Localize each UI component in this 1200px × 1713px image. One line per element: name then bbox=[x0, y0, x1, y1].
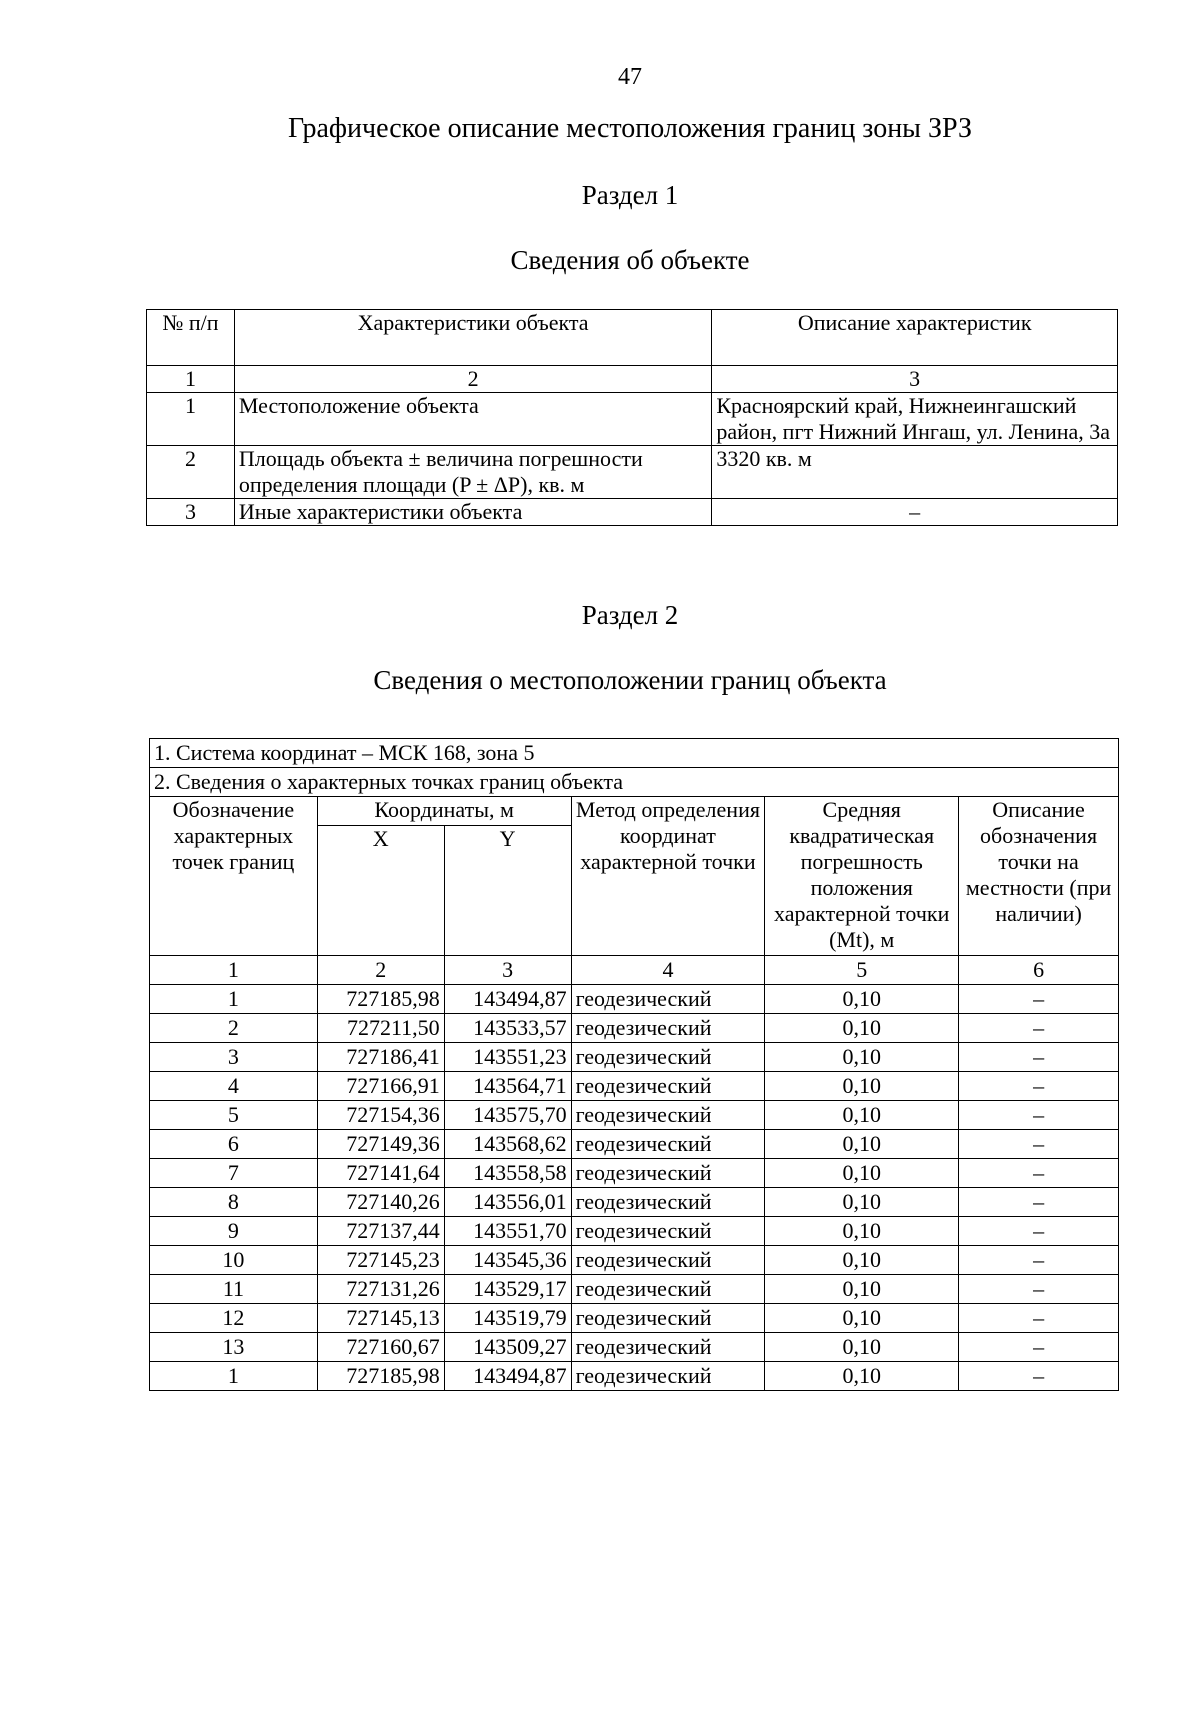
point-description: – bbox=[959, 985, 1119, 1014]
coord-y: 143509,27 bbox=[444, 1333, 571, 1362]
point-description: – bbox=[959, 1043, 1119, 1072]
table-row bbox=[150, 1014, 1119, 1043]
coord-y: 143519,79 bbox=[444, 1304, 571, 1333]
coord-x: 727185,98 bbox=[317, 985, 444, 1014]
mean-error: 0,10 bbox=[765, 1333, 959, 1362]
object-info-table bbox=[146, 309, 1118, 526]
coord-x: 727185,98 bbox=[317, 1362, 444, 1391]
method: геодезический bbox=[571, 1217, 765, 1246]
point-description: – bbox=[959, 1362, 1119, 1391]
point-description: – bbox=[959, 1275, 1119, 1304]
point-designation: 12 bbox=[150, 1304, 318, 1333]
header-y: Y bbox=[444, 826, 571, 956]
mean-error: 0,10 bbox=[765, 1304, 959, 1333]
mean-error: 0,10 bbox=[765, 1188, 959, 1217]
method: геодезический bbox=[571, 985, 765, 1014]
document-title: Графическое описание местоположения границ зоны ЗРЗ bbox=[288, 113, 972, 144]
header-designation: Обозначение характерных точек границ bbox=[150, 797, 318, 956]
header-num: № п/п bbox=[147, 310, 235, 366]
col-number: 6 bbox=[959, 956, 1119, 985]
coord-y: 143545,36 bbox=[444, 1246, 571, 1275]
coord-x: 727145,13 bbox=[317, 1304, 444, 1333]
point-designation: 13 bbox=[150, 1333, 318, 1362]
section1-subheading: Сведения об объекте bbox=[510, 245, 750, 275]
point-description: – bbox=[959, 1246, 1119, 1275]
boundary-points-table bbox=[149, 738, 1119, 1391]
coord-x: 727160,67 bbox=[317, 1333, 444, 1362]
coord-x: 727141,64 bbox=[317, 1159, 444, 1188]
table-row bbox=[150, 1159, 1119, 1188]
method: геодезический bbox=[571, 1362, 765, 1391]
table-row bbox=[150, 1304, 1119, 1333]
column-number-row bbox=[147, 366, 1118, 393]
coord-x: 727154,36 bbox=[317, 1101, 444, 1130]
coord-system: 1. Система координат – МСК 168, зона 5 bbox=[150, 739, 1119, 768]
point-designation: 1 bbox=[150, 1362, 318, 1391]
coord-y: 143568,62 bbox=[444, 1130, 571, 1159]
point-description: – bbox=[959, 1014, 1119, 1043]
row-description: Красноярский край, Нижнеингашский район, пгт Нижний Ингаш, ул. Ленина, 3а bbox=[712, 393, 1118, 446]
mean-error: 0,10 bbox=[765, 1101, 959, 1130]
coord-y: 143529,17 bbox=[444, 1275, 571, 1304]
table-row bbox=[150, 1362, 1119, 1391]
point-description: – bbox=[959, 1217, 1119, 1246]
method: геодезический bbox=[571, 1275, 765, 1304]
row-characteristic: Местоположение объекта bbox=[234, 393, 711, 446]
point-designation: 10 bbox=[150, 1246, 318, 1275]
method: геодезический bbox=[571, 1188, 765, 1217]
mean-error: 0,10 bbox=[765, 1014, 959, 1043]
mean-error: 0,10 bbox=[765, 1362, 959, 1391]
table-row bbox=[150, 1101, 1119, 1130]
mean-error: 0,10 bbox=[765, 1159, 959, 1188]
point-description: – bbox=[959, 1130, 1119, 1159]
table-row bbox=[150, 1275, 1119, 1304]
col-number: 1 bbox=[150, 956, 318, 985]
mean-error: 0,10 bbox=[765, 1275, 959, 1304]
point-designation: 11 bbox=[150, 1275, 318, 1304]
col-number: 1 bbox=[147, 366, 235, 393]
points-body bbox=[150, 985, 1119, 1391]
coord-y: 143558,58 bbox=[444, 1159, 571, 1188]
table-row bbox=[150, 1130, 1119, 1159]
mean-error: 0,10 bbox=[765, 1130, 959, 1159]
method: геодезический bbox=[571, 1014, 765, 1043]
coord-x: 727166,91 bbox=[317, 1072, 444, 1101]
col-number: 2 bbox=[317, 956, 444, 985]
coord-x: 727211,50 bbox=[317, 1014, 444, 1043]
table-row bbox=[150, 1217, 1119, 1246]
page-number: 47 bbox=[618, 64, 642, 90]
table-row bbox=[147, 446, 1118, 499]
header-description: Описание обозначения точки на местности (при наличии) bbox=[959, 797, 1119, 956]
method: геодезический bbox=[571, 1043, 765, 1072]
row-description: – bbox=[712, 499, 1118, 526]
table-row bbox=[150, 1072, 1119, 1101]
table-row bbox=[147, 499, 1118, 526]
header-coordinates: Координаты, м bbox=[317, 797, 571, 826]
header-error: Средняя квадратическая погрешность положения характерной точки (Mt), м bbox=[765, 797, 959, 956]
point-designation: 2 bbox=[150, 1014, 318, 1043]
coord-y: 143494,87 bbox=[444, 1362, 571, 1391]
col-number: 3 bbox=[444, 956, 571, 985]
coord-x: 727145,23 bbox=[317, 1246, 444, 1275]
mean-error: 0,10 bbox=[765, 985, 959, 1014]
table-row bbox=[150, 1333, 1119, 1362]
column-number-row bbox=[150, 956, 1119, 985]
point-designation: 9 bbox=[150, 1217, 318, 1246]
row-description: 3320 кв. м bbox=[712, 446, 1118, 499]
coord-y: 143551,70 bbox=[444, 1217, 571, 1246]
points-title-row bbox=[150, 768, 1119, 797]
mean-error: 0,10 bbox=[765, 1043, 959, 1072]
point-designation: 7 bbox=[150, 1159, 318, 1188]
col-number: 2 bbox=[234, 366, 711, 393]
table-header-row bbox=[150, 797, 1119, 826]
row-num: 3 bbox=[147, 499, 235, 526]
coord-x: 727131,26 bbox=[317, 1275, 444, 1304]
section2-heading: Раздел 2 bbox=[581, 600, 679, 630]
table-row bbox=[147, 393, 1118, 446]
point-description: – bbox=[959, 1101, 1119, 1130]
table-row bbox=[150, 1188, 1119, 1217]
point-description: – bbox=[959, 1304, 1119, 1333]
point-designation: 6 bbox=[150, 1130, 318, 1159]
method: геодезический bbox=[571, 1072, 765, 1101]
coord-y: 143556,01 bbox=[444, 1188, 571, 1217]
mean-error: 0,10 bbox=[765, 1246, 959, 1275]
row-num: 1 bbox=[147, 393, 235, 446]
coord-x: 727149,36 bbox=[317, 1130, 444, 1159]
row-characteristic: Площадь объекта ± величина погрешности определения площади (P ± ΔP), кв. м bbox=[234, 446, 711, 499]
col-number: 3 bbox=[712, 366, 1118, 393]
method: геодезический bbox=[571, 1130, 765, 1159]
coord-y: 143564,71 bbox=[444, 1072, 571, 1101]
point-designation: 1 bbox=[150, 985, 318, 1014]
method: геодезический bbox=[571, 1159, 765, 1188]
point-description: – bbox=[959, 1072, 1119, 1101]
mean-error: 0,10 bbox=[765, 1217, 959, 1246]
method: геодезический bbox=[571, 1101, 765, 1130]
row-characteristic: Иные характеристики объекта bbox=[234, 499, 711, 526]
method: геодезический bbox=[571, 1304, 765, 1333]
section1-heading: Раздел 1 bbox=[581, 180, 679, 210]
header-x: X bbox=[317, 826, 444, 956]
table-row bbox=[150, 1246, 1119, 1275]
section2-subheading: Сведения о местоположении границ объекта bbox=[373, 665, 887, 695]
point-description: – bbox=[959, 1188, 1119, 1217]
coord-y: 143575,70 bbox=[444, 1101, 571, 1130]
coord-y: 143551,23 bbox=[444, 1043, 571, 1072]
col-number: 5 bbox=[765, 956, 959, 985]
points-title: 2. Сведения о характерных точках границ объекта bbox=[150, 768, 1119, 797]
point-designation: 3 bbox=[150, 1043, 318, 1072]
method: геодезический bbox=[571, 1246, 765, 1275]
point-designation: 4 bbox=[150, 1072, 318, 1101]
point-description: – bbox=[959, 1333, 1119, 1362]
table-row bbox=[150, 1043, 1119, 1072]
method: геодезический bbox=[571, 1333, 765, 1362]
coord-x: 727186,41 bbox=[317, 1043, 444, 1072]
point-designation: 8 bbox=[150, 1188, 318, 1217]
coord-y: 143533,57 bbox=[444, 1014, 571, 1043]
coord-y: 143494,87 bbox=[444, 985, 571, 1014]
header-method: Метод определения координат характерной точки bbox=[571, 797, 765, 956]
table-header-row bbox=[147, 310, 1118, 366]
point-designation: 5 bbox=[150, 1101, 318, 1130]
mean-error: 0,10 bbox=[765, 1072, 959, 1101]
header-description: Описание характеристик bbox=[712, 310, 1118, 366]
table-row bbox=[150, 985, 1119, 1014]
coord-system-row bbox=[150, 739, 1119, 768]
point-description: – bbox=[959, 1159, 1119, 1188]
header-characteristic: Характеристики объекта bbox=[234, 310, 711, 366]
coord-x: 727140,26 bbox=[317, 1188, 444, 1217]
coord-x: 727137,44 bbox=[317, 1217, 444, 1246]
col-number: 4 bbox=[571, 956, 765, 985]
row-num: 2 bbox=[147, 446, 235, 499]
